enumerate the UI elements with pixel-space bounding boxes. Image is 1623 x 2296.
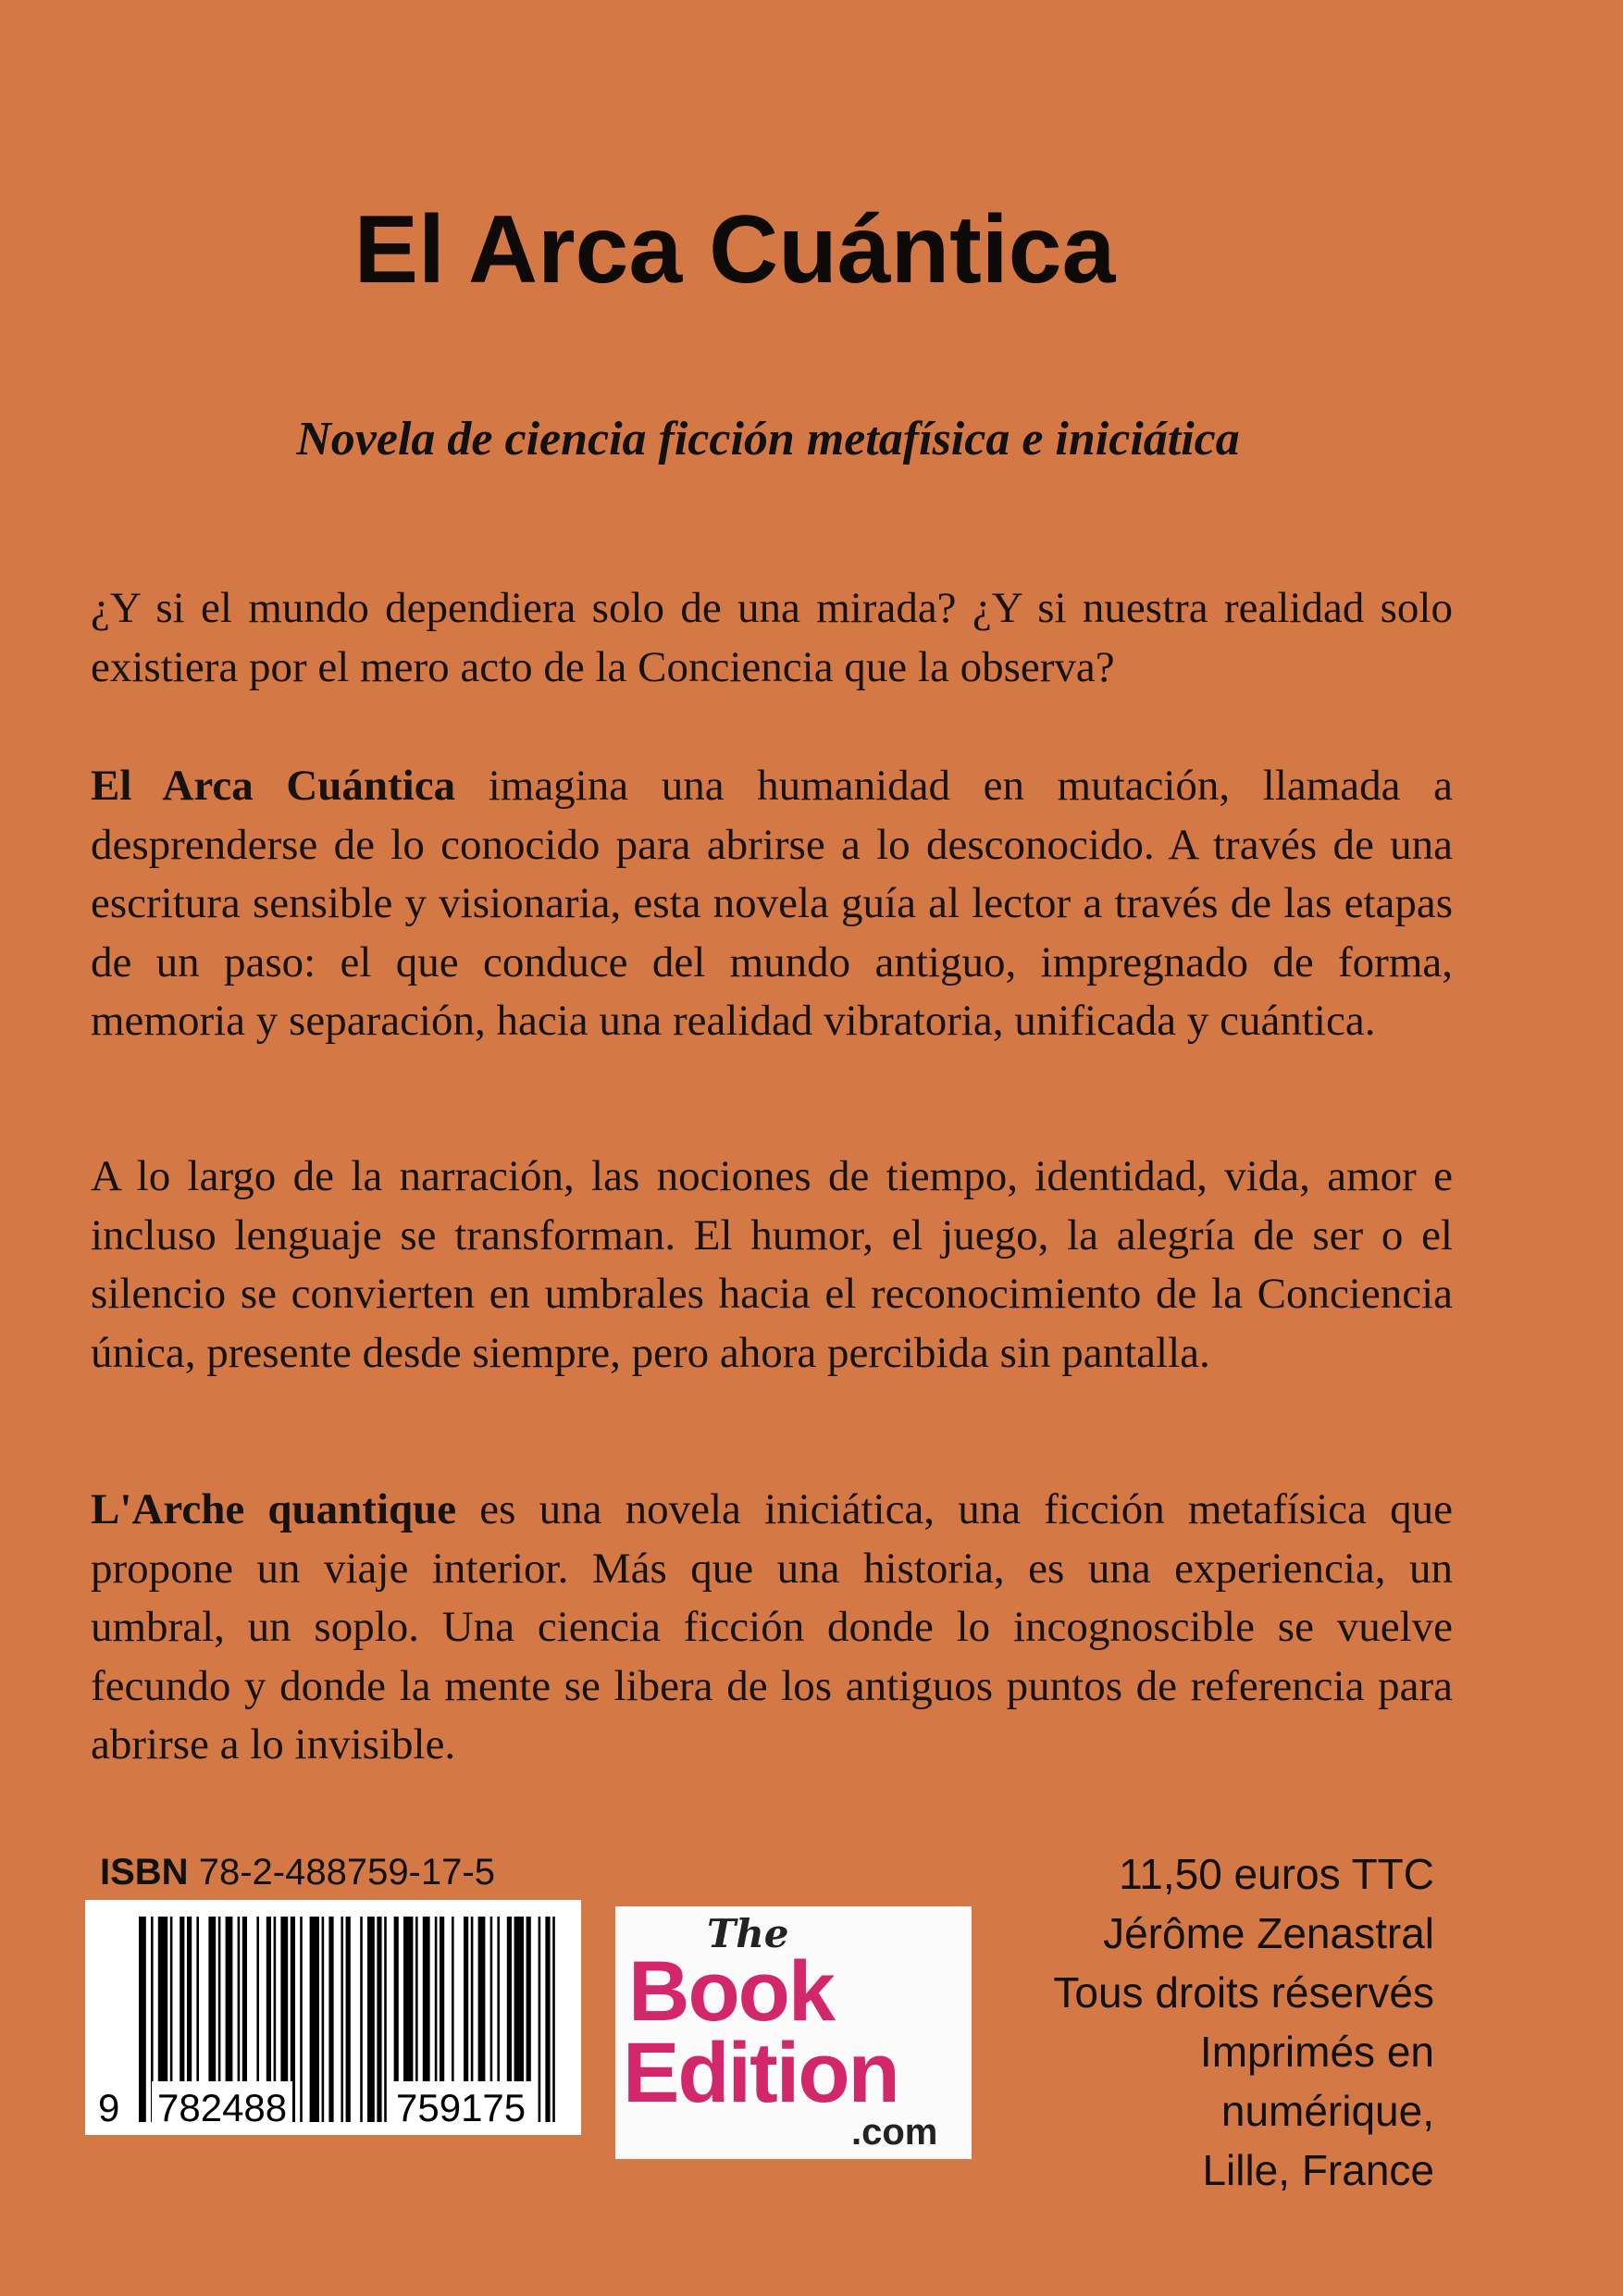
blurb-paragraph-2-text: imagina una humanidad en mutación, llamada a desprenderse de lo conocido para abrirse a lo desconocido. A través de una escritura sensible y visionaria, esta novela guía al lector a través de las etapas de un paso: el que conduce del mundo antiguo, impregnado de forma, memoria y separación, hacia una realidad vibratoria, unificada y cuántica. [91,762,1453,1045]
blurb-paragraph-1: ¿Y si el mundo dependiera solo de una mirada? ¿Y si nuestra realidad solo existiera por el mero acto de la Conciencia que la observa? [91,584,1453,691]
isbn-label: ISBN [100,1852,189,1893]
barcode-digit-lead: 9 [94,2081,123,2135]
barcode-digits-left: 782488 [152,2081,292,2135]
logo-the-text: The [707,1911,789,1956]
rights-notice: Tous droits réservés [1053,1968,1434,2017]
printed-line-1: Imprimés en [1199,2028,1434,2076]
price: 11,50 euros TTC [1119,1850,1434,1898]
blurb-paragraph-4-text: es una novela iniciática, una ficción metafísica que propone un viaje interior. Más que una historia, es una experiencia, un umbral, un soplo. Una ciencia ficción donde lo incognoscible se vuelve fecundo y donde la mente se libera de los antiguos puntos de referencia para abrirse a lo invisible. [91,1485,1453,1769]
blurb-paragraph-4 [91,1481,1453,1775]
blurb-title-bold: El Arca Cuántica [91,762,456,810]
barcode [85,1900,581,2135]
publisher-logo [615,1906,972,2159]
printed-line-2: numérique, [1220,2087,1434,2135]
publication-info [1053,1844,1434,2200]
book-subtitle: Novela de ciencia ficción metafísica e iniciática [296,413,1240,465]
logo-dotcom-text: .com [851,2112,938,2153]
isbn-line [100,1849,495,1895]
isbn-number: 78-2-488759-17-5 [198,1852,495,1893]
book-title: El Arca Cuántica [353,196,1116,304]
barcode-digits-right: 759175 [390,2081,531,2135]
blurb-paragraph-3: A lo largo de la narración, las nociones de tiempo, identidad, vida, amor e incluso lenguaje se transforman. El humor, el juego, la alegría de ser o el silencio se convierten en umbrales hacia el reconocimiento de la Conciencia única, presente desde siempre, pero ahora percibida sin pantalla. [91,1152,1453,1377]
blurb-paragraph-2 [91,757,1453,1051]
author-name: Jérôme Zenastral [1103,1909,1434,1957]
logo-book-text: Book [628,1944,834,2039]
blurb-french-title-bold: L'Arche quantique [91,1485,457,1533]
logo-edition-text: Edition [623,2026,898,2120]
print-location: Lille, France [1202,2146,1434,2194]
